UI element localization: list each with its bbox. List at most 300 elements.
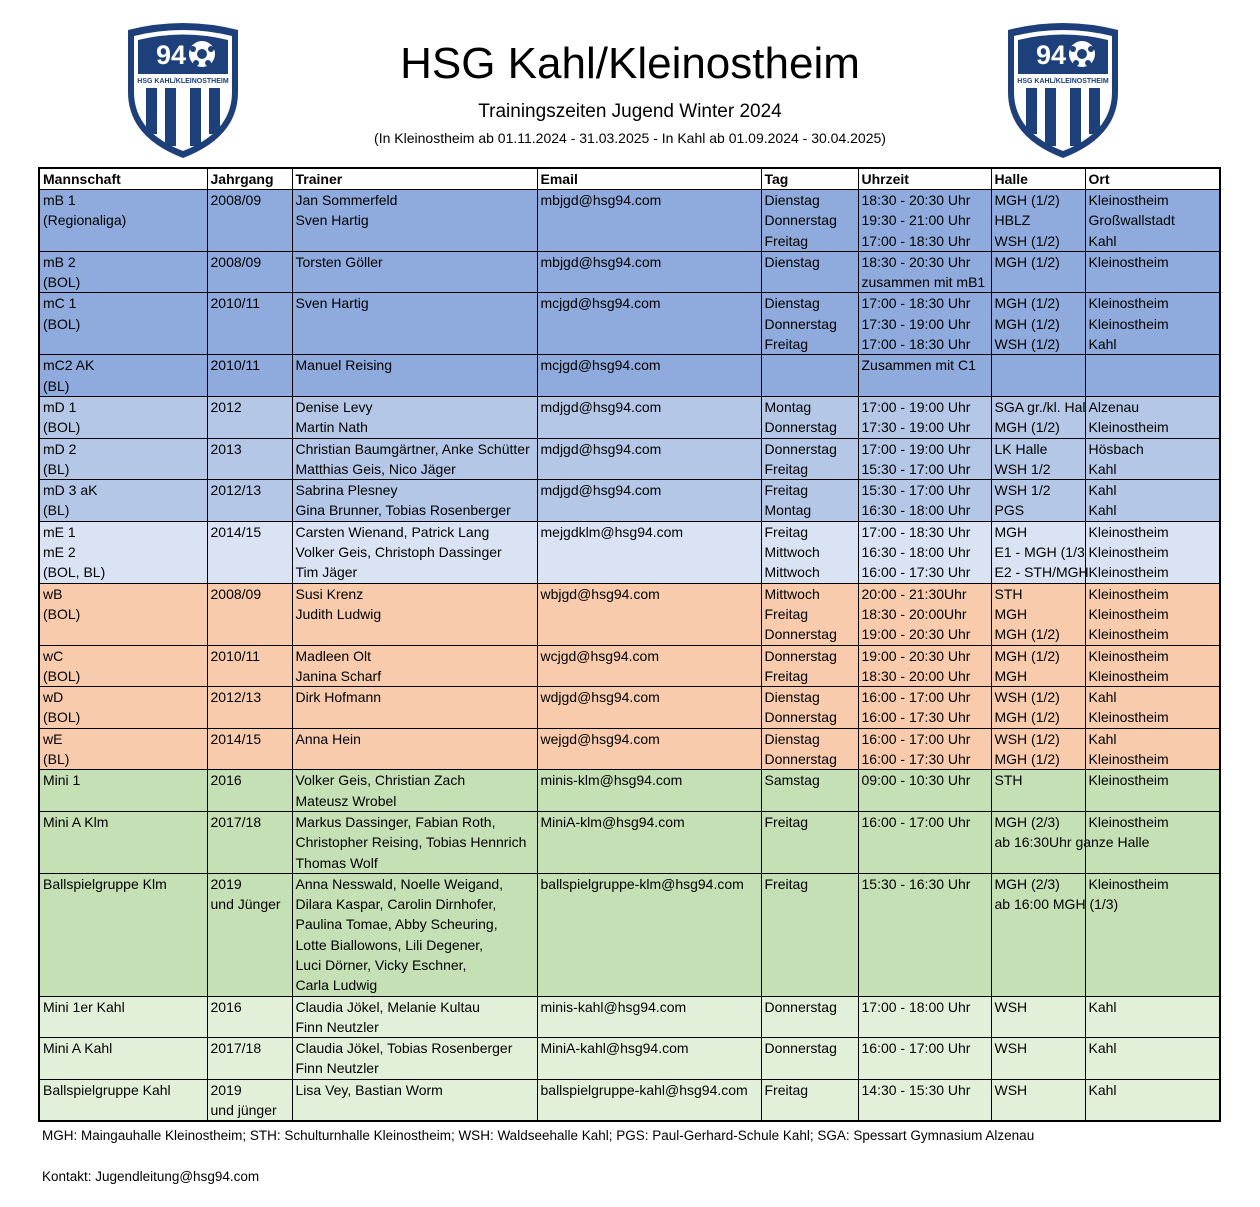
cell-text: WSH (1/2): [994, 336, 1060, 353]
cell-text: Kleinostheim: [1088, 751, 1169, 768]
cell-ort: [1085, 396, 1220, 438]
table-row: [39, 396, 1220, 438]
cell-text: 16:00 - 17:30 Uhr: [861, 709, 971, 726]
cell-text: 17:00 - 18:00 Uhr: [861, 998, 971, 1015]
cell-mannschaft: [39, 873, 207, 996]
cell-text: zusammen mit mB1: [861, 274, 986, 291]
cell-text: Dienstag: [764, 253, 820, 270]
cell-text: 16:00 - 17:00 Uhr: [861, 730, 971, 747]
cell-halle: [991, 396, 1085, 438]
cell-text: (BOL): [43, 709, 81, 726]
cell-text: 2008/09: [210, 192, 262, 208]
cell-text: (BOL): [43, 667, 81, 684]
cell-text: Donnerstag: [764, 647, 837, 664]
cell-text: (BL): [43, 460, 70, 477]
cell-text: (BL): [43, 377, 70, 394]
cell-text: 14:30 - 15:30 Uhr: [861, 1081, 971, 1098]
cell-jahrgang: [207, 770, 292, 812]
cell-text: Mittwoch: [764, 564, 820, 581]
cell-text: 17:00 - 18:30 Uhr: [861, 232, 971, 249]
cell-email: [537, 1079, 761, 1121]
cell-uhrzeit: [858, 770, 991, 812]
validity-period: (In Kleinostheim ab 01.11.2024 - 31.03.2025 - In Kahl ab 01.09.2024 - 30.04.2025): [374, 130, 886, 146]
cell-text: (BOL): [43, 274, 81, 291]
cell-text: Denise Levy: [295, 398, 373, 415]
cell-text: Mittwoch: [764, 544, 820, 561]
cell-jahrgang: [207, 728, 292, 770]
cell-text: MGH (2/3): [994, 875, 1060, 892]
column-header-uhrzeit: Uhrzeit: [858, 168, 991, 190]
cell-text: Kleinostheim: [1088, 772, 1169, 789]
column-header-halle: Halle: [991, 168, 1085, 190]
cell-uhrzeit: [858, 873, 991, 996]
cell-text: Donnerstag: [764, 315, 837, 332]
cell-text: Freitag: [764, 813, 809, 830]
cell-text: 18:30 - 20:00Uhr: [861, 605, 967, 622]
cell-text: Freitag: [764, 605, 809, 622]
column-header-tag: Tag: [761, 168, 858, 190]
cell-mannschaft: [39, 293, 207, 355]
cell-email: [537, 251, 761, 293]
cell-tag: [761, 438, 858, 480]
cell-text: Mittwoch: [764, 585, 820, 602]
cell-text: 2019: [210, 875, 242, 892]
cell-text: MiniA-klm@hsg94.com: [540, 813, 685, 830]
table-row: [39, 521, 1220, 583]
cell-text: Freitag: [764, 1081, 809, 1098]
cell-mannschaft: [39, 521, 207, 583]
cell-trainer: [292, 770, 537, 812]
cell-text: Freitag: [764, 523, 809, 540]
column-header-ort: Ort: [1085, 168, 1220, 190]
cell-text: mE 2: [43, 544, 76, 561]
cell-text: Dienstag: [764, 689, 820, 706]
cell-text: STH: [994, 585, 1023, 602]
cell-text: Kleinostheim: [1088, 253, 1169, 270]
cell-trainer: [292, 873, 537, 996]
cell-text: Kleinostheim: [1088, 523, 1169, 540]
cell-jahrgang: [207, 190, 292, 252]
cell-text: WSH (1/2): [994, 689, 1060, 706]
cell-text: Dirk Hofmann: [295, 689, 382, 706]
cell-text: 2016: [210, 998, 242, 1015]
cell-text: mE 1: [43, 523, 76, 540]
cell-text: Zusammen mit C1: [861, 357, 976, 374]
cell-tag: [761, 480, 858, 522]
cell-text: Ballspielgruppe Kahl: [43, 1081, 171, 1098]
cell-halle: [991, 480, 1085, 522]
cell-text: und jünger: [210, 1102, 277, 1119]
column-header-email: Email: [537, 168, 761, 190]
cell-mannschaft: [39, 355, 207, 397]
cell-uhrzeit: [858, 645, 991, 687]
cell-tag: [761, 190, 858, 252]
cell-text: Freitag: [764, 875, 809, 892]
cell-text: MGH (1/2): [994, 626, 1060, 643]
table-header-row: [39, 168, 1220, 190]
cell-jahrgang: [207, 293, 292, 355]
cell-trainer: [292, 293, 537, 355]
cell-text: Martin Nath: [295, 419, 368, 436]
cell-text: Kleinostheim: [1088, 813, 1169, 830]
cell-mannschaft: [39, 438, 207, 480]
cell-text: Kahl: [1088, 730, 1117, 747]
table-row: [39, 480, 1220, 522]
cell-text: (BOL): [43, 605, 81, 622]
cell-tag: [761, 728, 858, 770]
cell-text: MGH: [994, 667, 1028, 684]
cell-text: Kleinostheim: [1088, 564, 1169, 581]
cell-text: WSH (1/2): [994, 232, 1060, 249]
cell-mannschaft: [39, 396, 207, 438]
cell-uhrzeit: [858, 438, 991, 480]
cell-text: Anna Hein: [295, 730, 361, 747]
cell-text: 15:30 - 16:30 Uhr: [861, 875, 971, 892]
cell-uhrzeit: [858, 996, 991, 1038]
cell-text: ballspielgruppe-kahl@hsg94.com: [540, 1081, 748, 1098]
cell-text: Donnerstag: [764, 212, 837, 229]
cell-text: Finn Neutzler: [295, 1018, 379, 1035]
cell-text: Donnerstag: [764, 709, 837, 726]
cell-uhrzeit: [858, 521, 991, 583]
cell-halle: [991, 355, 1085, 397]
cell-text: Donnerstag: [764, 440, 837, 457]
cell-text: E2 - STH/MGH: [994, 564, 1089, 581]
cell-text: LK Halle: [994, 440, 1048, 457]
cell-halle: [991, 190, 1085, 252]
cell-text: Kleinostheim: [1088, 585, 1169, 602]
cell-text: Montag: [764, 398, 812, 415]
cell-text: 2012/13: [210, 689, 262, 706]
cell-text: Donnerstag: [764, 626, 837, 643]
cell-text: Kleinostheim: [1088, 875, 1169, 892]
cell-text: Mini 1: [43, 772, 81, 789]
hall-legend: MGH: Maingauhalle Kleinostheim; STH: Schulturnhalle Kleinostheim; WSH: Waldseehalle Kahl; PGS: Paul-Gerhard-Schule Kahl; SGA: Spessart Gymnasium Alzenau: [42, 1128, 1035, 1143]
cell-text: 2013: [210, 440, 242, 457]
cell-text: Kahl: [1088, 689, 1117, 706]
cell-text: Montag: [764, 502, 812, 519]
cell-text: Lotte Biallowons, Lili Degener,: [295, 936, 484, 953]
cell-text: MGH (1/2): [994, 192, 1060, 208]
cell-text: WSH: [994, 1040, 1028, 1057]
cell-text: Volker Geis, Christoph Dassinger: [295, 544, 502, 561]
cell-tag: [761, 770, 858, 812]
cell-text: 16:00 - 17:00 Uhr: [861, 813, 971, 830]
cell-text: Sven Hartig: [295, 295, 369, 312]
cell-jahrgang: [207, 873, 292, 996]
cell-jahrgang: [207, 687, 292, 729]
cell-text: MGH (1/2): [994, 295, 1060, 312]
cell-text: 17:00 - 18:30 Uhr: [861, 523, 971, 540]
cell-text: Freitag: [764, 482, 809, 499]
table-row: [39, 687, 1220, 729]
cell-text: Luci Dörner, Vicky Eschner,: [295, 956, 467, 973]
cell-halle: [991, 1038, 1085, 1080]
logo-text-right: HSG KAHL/KLEINOSTHEIM: [1017, 78, 1109, 85]
cell-text: Freitag: [764, 232, 809, 249]
cell-email: [537, 645, 761, 687]
cell-text: Gina Brunner, Tobias Rosenberger: [295, 502, 511, 519]
cell-tag: [761, 1079, 858, 1121]
cell-text: 16:00 - 17:00 Uhr: [861, 689, 971, 706]
cell-text: Kleinostheim: [1088, 419, 1169, 436]
cell-text: 17:30 - 19:00 Uhr: [861, 315, 971, 332]
cell-text: 2016: [210, 772, 242, 789]
cell-text: Donnerstag: [764, 419, 837, 436]
cell-ort: [1085, 438, 1220, 480]
cell-halle: [991, 873, 1119, 996]
cell-email: [537, 811, 761, 873]
cell-email: [537, 293, 761, 355]
table-row: [39, 293, 1220, 355]
cell-trainer: [292, 996, 537, 1038]
cell-email: [537, 770, 761, 812]
cell-mannschaft: [39, 996, 207, 1038]
table-body: [39, 190, 1220, 1122]
cell-text: Claudia Jökel, Melanie Kultau: [295, 998, 480, 1015]
cell-text: mB 1: [43, 192, 76, 208]
cell-text: Janina Scharf: [295, 667, 382, 684]
cell-text: (BOL): [43, 419, 81, 436]
cell-ort: [1085, 687, 1220, 729]
cell-tag: [761, 355, 858, 397]
cell-ort: [1085, 190, 1220, 252]
cell-mannschaft: [39, 480, 207, 522]
cell-text: MGH (1/2): [994, 751, 1060, 768]
cell-text: 2010/11: [210, 357, 261, 374]
cell-text: Kahl: [1088, 460, 1117, 477]
cell-text: mD 2: [43, 440, 77, 457]
cell-text: Kleinostheim: [1088, 192, 1169, 208]
cell-trainer: [292, 1038, 537, 1080]
cell-text: (BL): [43, 502, 70, 519]
table-row: [39, 996, 1220, 1038]
cell-text: 17:00 - 18:30 Uhr: [861, 336, 971, 353]
cell-text: 2014/15: [210, 730, 262, 747]
cell-text: WSH: [994, 998, 1028, 1015]
cell-text: 16:00 - 17:30 Uhr: [861, 751, 971, 768]
cell-text: (BOL, BL): [43, 564, 106, 581]
cell-email: [537, 438, 761, 480]
cell-text: Mini 1er Kahl: [43, 998, 125, 1015]
logo-text-left: HSG KAHL/KLEINOSTHEIM: [137, 78, 229, 85]
cell-text: HBLZ: [994, 212, 1031, 229]
cell-text: 19:00 - 20:30 Uhr: [861, 626, 971, 643]
cell-halle: [991, 687, 1085, 729]
cell-text: wdjgd@hsg94.com: [540, 689, 660, 706]
cell-email: [537, 1038, 761, 1080]
table-row: [39, 728, 1220, 770]
cell-email: [537, 687, 761, 729]
column-header-mannschaft: Mannschaft: [39, 168, 207, 190]
cell-text: PGS: [994, 502, 1025, 519]
cell-text: Volker Geis, Christian Zach: [295, 772, 466, 789]
cell-text: 16:00 - 17:00 Uhr: [861, 1040, 971, 1057]
cell-text: 2019: [210, 1081, 242, 1098]
cell-text: Dienstag: [764, 730, 820, 747]
cell-uhrzeit: [858, 728, 991, 770]
cell-tag: [761, 996, 858, 1038]
cell-text: Alzenau: [1088, 398, 1140, 415]
cell-text: mcjgd@hsg94.com: [540, 295, 661, 312]
table-row: [39, 811, 1220, 873]
cell-text: Kleinostheim: [1088, 544, 1169, 561]
cell-ort: [1085, 873, 1220, 996]
cell-trainer: [292, 583, 537, 645]
cell-tag: [761, 583, 858, 645]
cell-text: mD 3 aK: [43, 482, 98, 499]
cell-text: Mini A Kahl: [43, 1040, 113, 1057]
cell-text: Kleinostheim: [1088, 626, 1169, 643]
cell-tag: [761, 687, 858, 729]
cell-text: MGH (1/2): [994, 419, 1060, 436]
cell-text: mcjgd@hsg94.com: [540, 357, 661, 374]
cell-text: 2012/13: [210, 482, 262, 499]
cell-text: Tim Jäger: [295, 564, 358, 581]
cell-trainer: [292, 521, 537, 583]
cell-text: Freitag: [764, 336, 809, 353]
cell-text: und Jünger: [210, 896, 281, 913]
cell-text: Claudia Jökel, Tobias Rosenberger: [295, 1040, 513, 1057]
cell-ort: [1085, 583, 1220, 645]
cell-text: MGH (1/2): [994, 315, 1060, 332]
cell-text: 16:30 - 18:00 Uhr: [861, 502, 971, 519]
cell-email: [537, 873, 761, 996]
cell-text: mD 1: [43, 398, 77, 415]
cell-text: Donnerstag: [764, 751, 837, 768]
cell-text: 2014/15: [210, 523, 262, 540]
cell-tag: [761, 873, 858, 996]
cell-trainer: [292, 687, 537, 729]
cell-text: WSH 1/2: [994, 482, 1051, 499]
table-row: [39, 1079, 1220, 1121]
cell-text: MGH: [994, 605, 1028, 622]
cell-text: 2017/18: [210, 1040, 262, 1057]
cell-text: (Regionaliga): [43, 212, 127, 229]
cell-text: 2008/09: [210, 585, 262, 602]
cell-text: Kleinostheim: [1088, 647, 1169, 664]
cell-text: Kleinostheim: [1088, 667, 1169, 684]
cell-text: Kahl: [1088, 998, 1117, 1015]
cell-text: 17:30 - 19:00 Uhr: [861, 419, 971, 436]
cell-trainer: [292, 645, 537, 687]
cell-jahrgang: [207, 583, 292, 645]
table-row: [39, 190, 1220, 252]
cell-text: Manuel Reising: [295, 357, 392, 374]
cell-text: Kahl: [1088, 1040, 1117, 1057]
cell-trainer: [292, 480, 537, 522]
cell-text: ballspielgruppe-klm@hsg94.com: [540, 875, 744, 892]
cell-text: Donnerstag: [764, 1040, 837, 1057]
cell-email: [537, 396, 761, 438]
cell-mannschaft: [39, 1079, 207, 1121]
cell-trainer: [292, 728, 537, 770]
cell-tag: [761, 811, 858, 873]
cell-text: STH: [994, 772, 1023, 789]
cell-text: wcjgd@hsg94.com: [540, 647, 659, 664]
cell-halle: [991, 251, 1085, 293]
cell-text: mC2 AK: [43, 357, 95, 374]
cell-text: Sabrina Plesney: [295, 482, 398, 499]
cell-text: 20:00 - 21:30Uhr: [861, 585, 967, 602]
cell-mannschaft: [39, 811, 207, 873]
cell-halle: [991, 438, 1085, 480]
cell-text: 17:00 - 19:00 Uhr: [861, 398, 971, 415]
cell-text: Kahl: [1088, 482, 1117, 499]
cell-text: WSH: [994, 1081, 1028, 1098]
cell-text: Matthias Geis, Nico Jäger: [295, 460, 456, 477]
page-subtitle: Trainingszeiten Jugend Winter 2024: [478, 101, 782, 122]
page-title: HSG Kahl/Kleinostheim: [400, 39, 860, 88]
cell-uhrzeit: [858, 811, 991, 873]
cell-jahrgang: [207, 1079, 292, 1121]
cell-text: Lisa Vey, Bastian Worm: [295, 1081, 443, 1098]
cell-text: ab 16:30Uhr ganze Halle: [994, 834, 1150, 851]
cell-trainer: [292, 811, 537, 873]
cell-text: 18:30 - 20:30 Uhr: [861, 253, 971, 270]
cell-mannschaft: [39, 645, 207, 687]
cell-text: Carla Ludwig: [295, 977, 378, 994]
cell-text: Finn Neutzler: [295, 1060, 379, 1077]
table-row: [39, 645, 1220, 687]
cell-email: [537, 728, 761, 770]
training-schedule-table: [38, 167, 1221, 1122]
cell-uhrzeit: [858, 1038, 991, 1080]
cell-ort: [1085, 293, 1220, 355]
cell-text: Kleinostheim: [1088, 709, 1169, 726]
cell-text: Kahl: [1088, 232, 1117, 249]
cell-trainer: [292, 251, 537, 293]
cell-ort: [1085, 251, 1220, 293]
table-row: [39, 583, 1220, 645]
cell-halle: [991, 645, 1085, 687]
cell-text: MGH (1/2): [994, 253, 1060, 270]
cell-jahrgang: [207, 251, 292, 293]
cell-text: wejgd@hsg94.com: [540, 730, 660, 747]
svg-text:94: 94: [1036, 40, 1067, 70]
table-row: [39, 770, 1220, 812]
cell-ort: [1085, 355, 1220, 397]
cell-text: Christopher Reising, Tobias Hennrich: [295, 834, 527, 851]
cell-text: 15:30 - 17:00 Uhr: [861, 460, 971, 477]
cell-jahrgang: [207, 396, 292, 438]
cell-ort: [1085, 1079, 1220, 1121]
cell-text: Mini A Klm: [43, 813, 109, 830]
cell-text: mdjgd@hsg94.com: [540, 398, 662, 415]
cell-uhrzeit: [858, 396, 991, 438]
cell-text: mB 2: [43, 253, 76, 270]
cell-text: Dienstag: [764, 295, 820, 312]
cell-text: wE: [43, 730, 63, 747]
cell-trainer: [292, 438, 537, 480]
cell-text: SGA gr./kl. Hal: [994, 398, 1086, 415]
cell-text: Donnerstag: [764, 998, 837, 1015]
cell-mannschaft: [39, 583, 207, 645]
cell-text: E1 - MGH (1/3: [994, 544, 1085, 561]
cell-text: mdjgd@hsg94.com: [540, 482, 662, 499]
cell-text: WSH 1/2: [994, 460, 1051, 477]
cell-mannschaft: [39, 728, 207, 770]
cell-text: Kleinostheim: [1088, 295, 1169, 312]
cell-tag: [761, 645, 858, 687]
cell-halle: [991, 293, 1085, 355]
cell-tag: [761, 396, 858, 438]
cell-mannschaft: [39, 251, 207, 293]
cell-email: [537, 480, 761, 522]
cell-text: minis-kahl@hsg94.com: [540, 998, 687, 1015]
cell-text: 17:00 - 18:30 Uhr: [861, 295, 971, 312]
table-row: [39, 873, 1220, 996]
